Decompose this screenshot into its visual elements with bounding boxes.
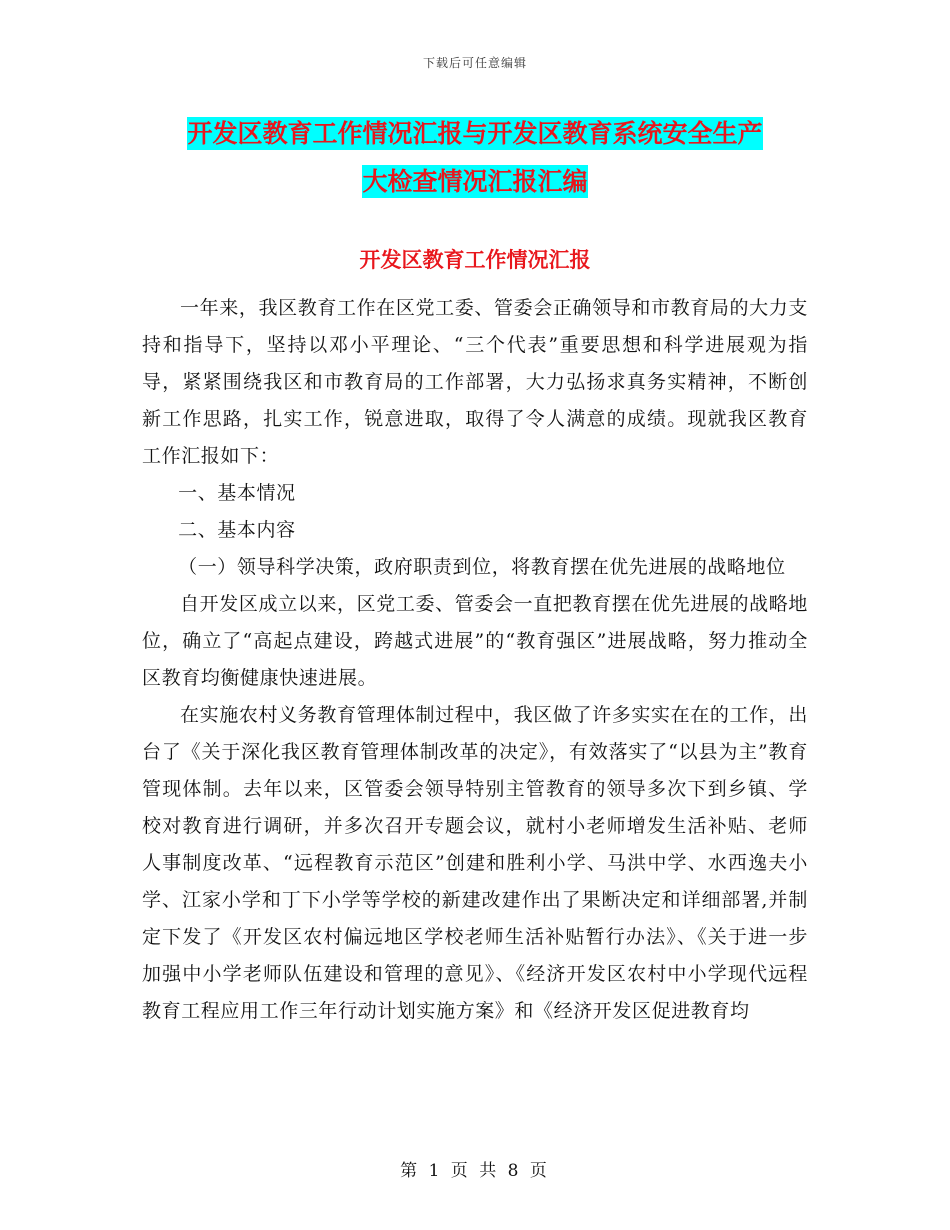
paragraph-management-system: 在实施农村义务教育管理体制过程中，我区做了许多实实在在的工作，出台了《关于深化我区教育管理体制改革的决定》，有效落实了“以县为主”教育管现体制。去年以来，区管委会领导特别主管教育的领导多次下到乡镇、学校对教育进行调研，并多次召开专题会议，就村小老师增发生活补贴、老师人事制度改革、“远程教育示范区”创建和胜利小学、马洪中学、水西逸夫小学、江家小学和丁下小学等学校的新建改建作出了果断决定和详细部署,并制定下发了《开发区农村偏远地区学校老师生活补贴暂行办法》、《关于进一步加强中小学老师队伍建设和管理的意见》、《经济开发区农村中小学现代远程教育工程应用工作三年行动计划实施方案》和《经济开发区促进教育均 (142, 704, 808, 1022)
heading-basic-content: 二、基本内容 (178, 519, 296, 541)
subheading-leadership: （一）领导科学决策，政府职责到位，将教育摆在优先进展的战略地位 (178, 556, 786, 578)
paragraph-intro: 一年来，我区教育工作在区党工委、管委会正确领导和市教育局的大力支持和指导下，坚持以邓小平理论、“三个代表”重要思想和科学进展观为指导，紧紧围绕我区和市教育局的工作部署，大力弘扬求真务实精神，不断创新工作思路，扎实工作，锐意进取，取得了令人满意的成绩。现就我区教育工作汇报如下： (142, 297, 808, 467)
document-body (142, 290, 808, 1030)
document-title (140, 110, 810, 206)
paragraph-strategy: 自开发区成立以来，区党工委、管委会一直把教育摆在优先进展的战略地位，确立了“高起点建设，跨越式进展”的“教育强区”进展战略，努力推动全区教育均衡健康快速进展。 (142, 593, 808, 689)
document-title-line-2: 大检查情况汇报汇编 (362, 167, 588, 196)
section-title: 开发区教育工作情况汇报 (359, 248, 591, 272)
heading-basic-situation: 一、基本情况 (178, 482, 296, 504)
page-footer: 第 1 页 共 8 页 (400, 1161, 550, 1181)
header-note: 下载后可任意编辑 (422, 56, 527, 70)
document-title-line-1: 开发区教育工作情况汇报与开发区教育系统安全生产 (187, 119, 763, 148)
